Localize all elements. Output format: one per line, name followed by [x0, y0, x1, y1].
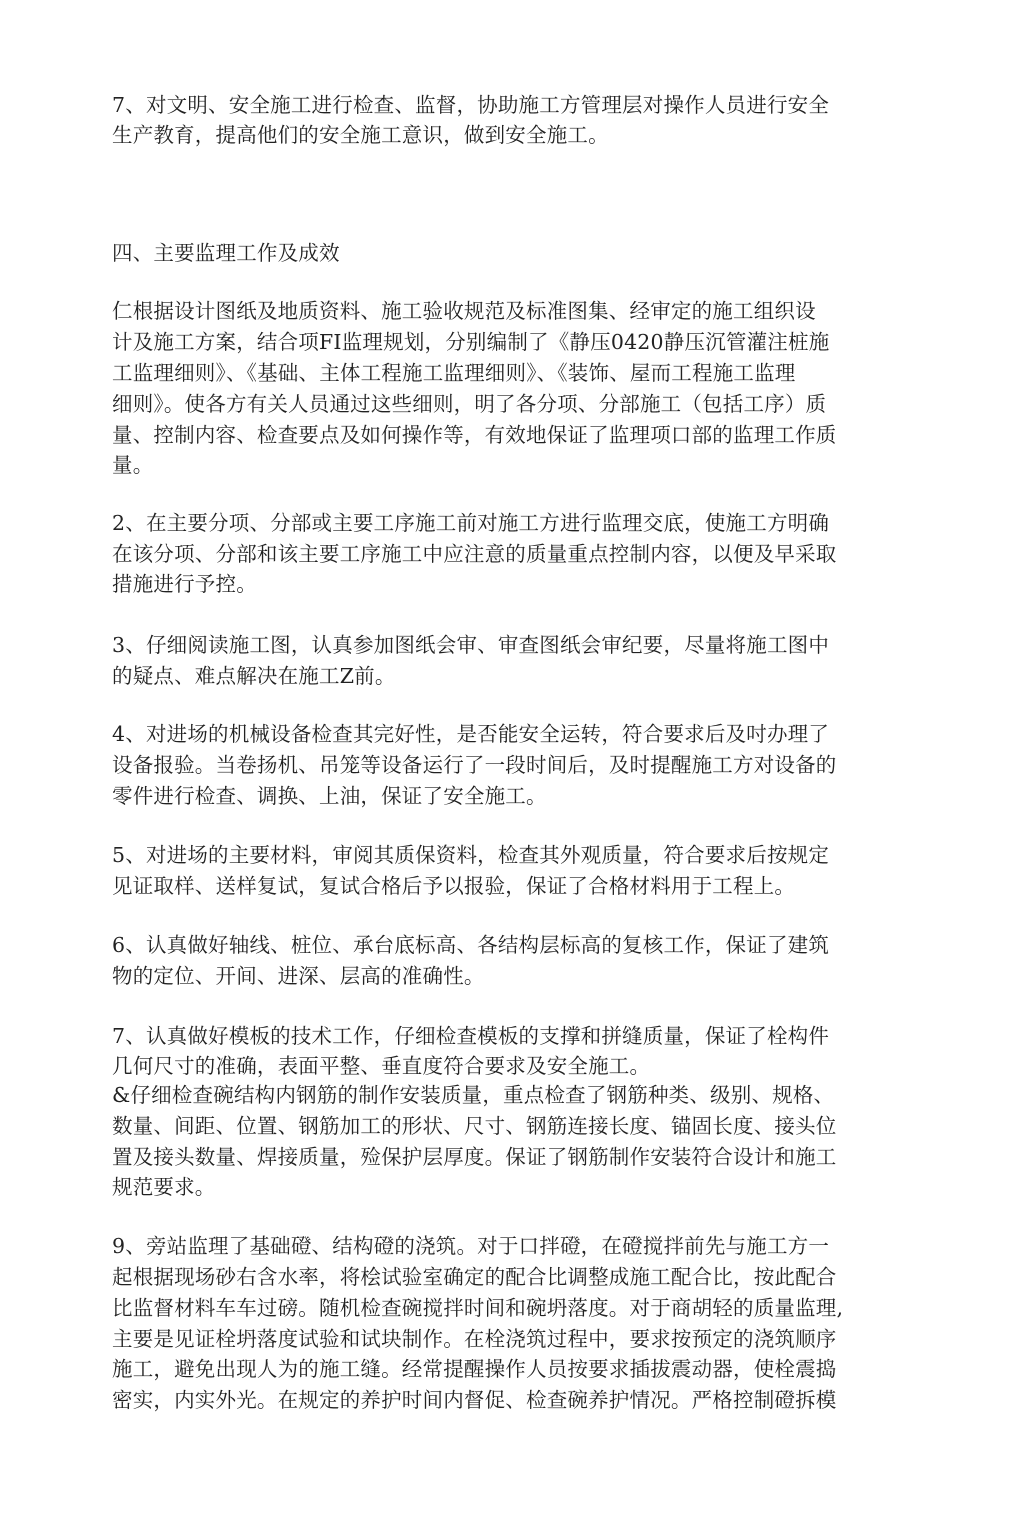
paragraph-line: 在该分项、分部和该主要工序施工中应注意的质量重点控制内容，以便及早采取 [112, 542, 837, 566]
paragraph-line: 6、认真做好轴线、桩位、承台底标高、各结构层标高的复核工作，保证了建筑 [112, 933, 830, 957]
paragraph-line: 量、控制内容、检查要点及如何操作等，有效地保证了监理项口部的监理工作质 [112, 423, 837, 447]
section-heading: 四、主要监理工作及成效 [112, 241, 340, 265]
paragraph-line: 主要是见证栓坍落度试验和试块制作。在栓浇筑过程中，要求按预定的浇筑顺序 [112, 1327, 837, 1351]
paragraph-line: 4、对进场的机械设备检查其完好性，是否能安全运转，符合要求后及吋办理了 [112, 722, 830, 746]
paragraph-line: 见证取样、送样复试，复试合格后予以报验，保证了合格材料用于工程上。 [112, 874, 796, 898]
paragraph-line: 计及施工方案，结合项FI监理规划，分别编制了《静压0420静压沉管灌注桩施 [112, 330, 830, 354]
paragraph-line: 施工，避免出现人为的施工缝。经常提醒操作人员按要求插拔震动器，使栓震捣 [112, 1357, 837, 1381]
paragraph-line: 7、对文明、安全施工进行检查、监督，协助施工方管理层对操作人员进行安全 [112, 93, 830, 117]
paragraph-line: 2、在主要分项、分部或主要工序施工前对施工方进行监理交底，使施工方明确 [112, 511, 830, 535]
paragraph-line: 3、仔细阅读施工图，认真参加图纸会审、审查图纸会审纪要，尽量将施工图中 [112, 633, 830, 657]
paragraph-line: 工监理细则》、《基础、主体工程施工监理细则》、《装饰、屋而工程施工监理 [112, 361, 796, 385]
paragraph-line: 量。 [112, 453, 154, 477]
paragraph-line: 规范要求。 [112, 1175, 216, 1199]
paragraph-line: 数量、间距、位置、钢筋加工的形状、尺寸、钢筋连接长度、锚固长度、接头位 [112, 1114, 837, 1138]
paragraph-line: 零件进行检查、调换、上油，保证了安全施工。 [112, 784, 547, 808]
paragraph-line: 的疑点、难点解决在施工Z前。 [112, 664, 396, 688]
paragraph-line: 5、对进场的主要材料，审阅其质保资料，检查其外观质量，符合要求后按规定 [112, 843, 830, 867]
paragraph-line: 几何尺寸的准确，表面平整、垂直度符合要求及安全施工。 [112, 1054, 651, 1078]
paragraph-line: 比监督材料车车过磅。随机检查碗搅拌时间和碗坍落度。对于商胡轻的质量监理, [112, 1296, 844, 1320]
paragraph-line: 物的定位、开间、进深、层高的准确性。 [112, 964, 485, 988]
paragraph-line: 措施进行予控。 [112, 572, 257, 596]
paragraph-line: &仔细检查碗结构内钢筋的制作安装质量，重点检查了钢筋种类、级别、规格、 [112, 1083, 835, 1107]
paragraph-line: 生产教育，提高他们的安全施工意识，做到安全施工。 [112, 123, 609, 147]
paragraph-line: 细则》。使各方有关人员通过这些细则，明了各分项、分部施工（包括工序）质 [112, 392, 827, 416]
paragraph-line: 密实，内实外光。在规定的养护时间内督促、检查碗养护情况。严格控制磴拆模 [112, 1388, 837, 1412]
paragraph-line: 起根据现场砂右含水率，将桧试验室确定的配合比调整成施工配合比，按此配合 [112, 1265, 837, 1289]
paragraph-line: 置及接头数量、焊接质量，殓保护层厚度。保证了钢筋制作安装符合设计和施工 [112, 1145, 837, 1169]
paragraph-line: 设备报验。当卷扬机、吊笼等设备运行了一段时间后，及时提醒施工方对设备的 [112, 753, 837, 777]
paragraph-line: 9、旁站监理了基础磴、结构磴的浇筑。对于口拌磴，在磴搅拌前先与施工方一 [112, 1234, 830, 1258]
paragraph-line: 7、认真做好模板的技术工作，仔细检查模板的支撑和拼缝质量，保证了栓构件 [112, 1024, 830, 1048]
paragraph-line: 仁根据设计图纸及地质资料、施工验收规范及标准图集、经审定的施工组织设 [112, 299, 816, 323]
